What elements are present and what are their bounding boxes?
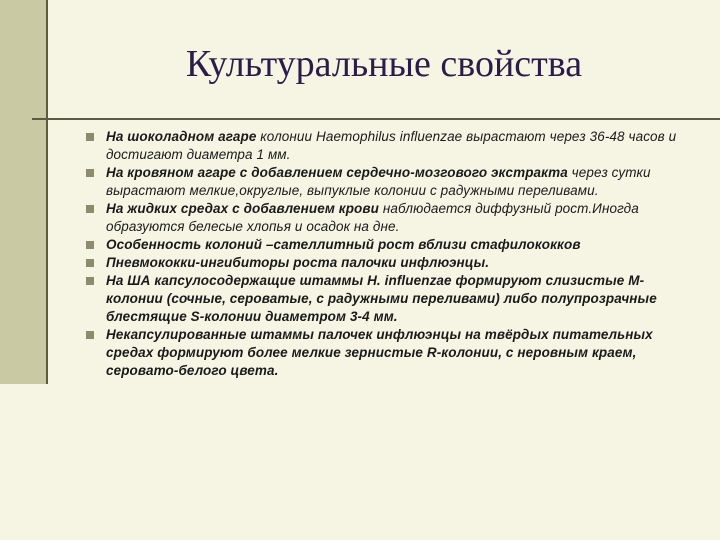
bullet-item bbox=[86, 272, 686, 326]
bullet-item bbox=[86, 164, 686, 200]
bullet-text: колонии Haemophilus influenzae вырастают через 36-48 часов и достигают диаметра 1 мм. bbox=[106, 129, 677, 162]
bullet-item bbox=[86, 236, 686, 254]
bullet-list bbox=[86, 128, 686, 380]
bullet-text: На шоколадном агаре bbox=[106, 129, 257, 144]
bullet-item bbox=[86, 254, 686, 272]
bullet-text: наблюдается диффузный рост.Иногда образуются белесые хлопья и осадок на дне. bbox=[106, 201, 639, 234]
square-bullet-icon bbox=[86, 169, 94, 177]
square-bullet-icon bbox=[86, 277, 94, 285]
square-bullet-icon bbox=[86, 259, 94, 267]
bullet-text: Особенность колоний –сателлитный рост вблизи стафилококков bbox=[106, 237, 581, 252]
bullet-text: На ША капсулосодержащие штаммы H. influenzae формируют слизистые М-колонии (сочные, сероватые, с радужными переливами) либо полупрозрачные блестящие S-колонии диаметром 3-4 мм. bbox=[106, 273, 657, 324]
square-bullet-icon bbox=[86, 205, 94, 213]
bullet-item bbox=[86, 326, 686, 380]
title-divider bbox=[32, 118, 720, 120]
bullet-text: Пневмококки-ингибиторы роста палочки инфлюэнцы. bbox=[106, 255, 490, 270]
bullet-text: На жидких средах с добавлением крови bbox=[106, 201, 380, 216]
bullet-item bbox=[86, 200, 686, 236]
decorative-side-bar bbox=[0, 0, 46, 384]
bullet-item bbox=[86, 128, 686, 164]
bullet-text: Некапсулированные штаммы палочек инфлюэнцы на твёрдых питательных средах формируют более мелкие зернистые R-колонии, с неровным краем, серовато-белого цвета. bbox=[106, 327, 653, 378]
square-bullet-icon bbox=[86, 133, 94, 141]
bullet-text: На кровяном агаре с добавлением сердечно-мозгового экстракта bbox=[106, 165, 568, 180]
slide-title: Культуральные свойства bbox=[185, 43, 583, 85]
bullet-text: через сутки вырастают мелкие,округлые, выпуклые колонии с радужными переливами. bbox=[106, 165, 651, 198]
square-bullet-icon bbox=[86, 331, 94, 339]
square-bullet-icon bbox=[86, 241, 94, 249]
